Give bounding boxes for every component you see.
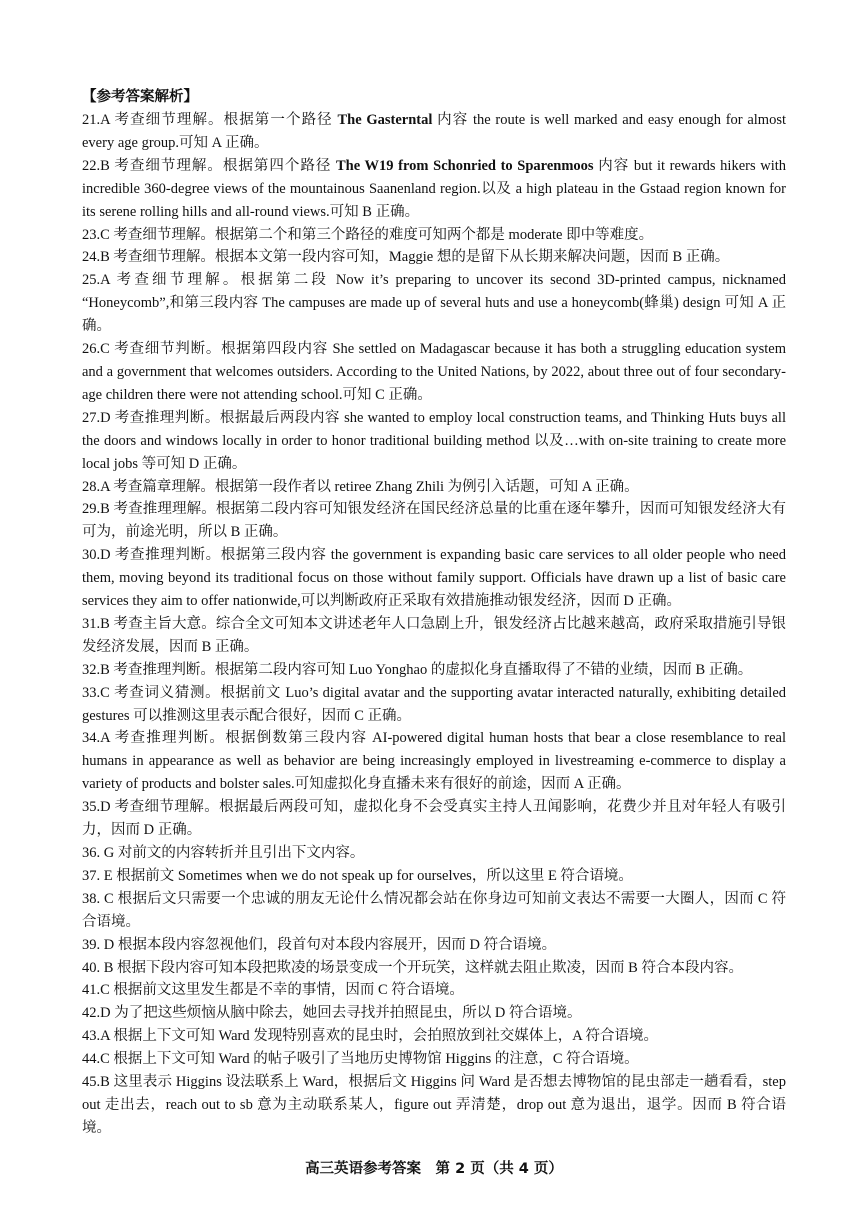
answer-entry: 23.C 考查细节理解。根据第二个和第三个路径的难度可知两个都是 moderate 即中等难度。 xyxy=(82,226,654,243)
answer-entry: 36. G 对前文的内容转折并且引出下文内容。 xyxy=(82,845,365,861)
answer-entry: 35.D 考查细节理解。根据最后两段可知，虚拟化身不会受真实主持人丑闻影响，花费少并且对年轻人有吸引力，因而 D 正确。 xyxy=(82,799,786,839)
answer-entry: 41.C 根据前文这里发生都是不幸的事情，因而 C 符合语境。 xyxy=(82,982,464,999)
answer-entry: 21.A 考查细节理解。根据第一个路径 The Gasterntal 内容 the route is well marked and easy enough for almost every age group.可知 A 正确。 xyxy=(82,112,787,151)
answer-entry: 34.A 考查推理判断。根据倒数第三段内容 AI-powered digital human hosts that bear a close resemblance to real humans in appearance as well as behavior are being increasingly employed in livestreaming e-commerce to display a variety of products and bolster sales.可知虚拟化身直播未来有很好的前途，因而 A 正确。 xyxy=(82,730,786,793)
route-name: The Gasterntal xyxy=(337,112,433,128)
answer-explanations xyxy=(82,86,786,1140)
answer-entry: 38. C 根据后文只需要一个忠诚的朋友无论什么情况都会站在你身边可知前文表达不需要一大圈人，因而 C 符合语境。 xyxy=(82,890,786,930)
page-footer: 高三英语参考答案 第 2 页（共 4 页） xyxy=(305,1161,563,1177)
answer-entry: 22.B 考查细节理解。根据第四个路径 The W19 from Schonried to Sparenmoos 内容 but it rewards hikers with incredible 360-degree views of the mountainous Saanenland region.以及 a high plateau in the Gstaad region known for its serene rolling hills and all-round views.可知 B 正确。 xyxy=(82,157,787,220)
route-name: The W19 from Schonried to Sparenmoos xyxy=(336,157,594,174)
answer-entry: 33.C 考查词义猜测。根据前文 Luo’s digital avatar and the supporting avatar interacted naturally, exhibiting detailed gestures 可以推测这里表示配合很好，因而 C 正确。 xyxy=(82,684,786,724)
answer-entry: 25.A 考查细节理解。根据第二段 Now it’s preparing to uncover its second 3D-printed campus, nicknamed “Honeycomb”,和第三段内容 The campuses are made up of several huts and use a honeycomb(蜂巢) design 可知 A 正确。 xyxy=(82,272,786,335)
answer-entry: 45.B 这里表示 Higgins 设法联系上 Ward，根据后文 Higgins 问 Ward 是否想去博物馆的昆虫部走一趟看看，step out 走出去，reach out to sb 意为主动联系某人，figure out 弄清楚，drop out 意为退出，退学。因而 B 符合语境。 xyxy=(82,1074,786,1136)
answer-entry: 44.C 根据上下文可知 Ward 的帖子吸引了当地历史博物馆 Higgins 的注意，C 符合语境。 xyxy=(82,1051,639,1068)
answer-entry: 43.A 根据上下文可知 Ward 发现特别喜欢的昆虫时，会拍照放到社交媒体上，A 符合语境。 xyxy=(82,1028,659,1045)
answer-list xyxy=(82,109,786,1140)
answer-entry: 39. D 根据本段内容忽视他们，段首句对本段内容展开，因而 D 符合语境。 xyxy=(82,936,557,953)
answer-entry: 31.B 考查主旨大意。综合全文可知本文讲述老年人口急剧上升，银发经济占比越来越高，政府采取措施引导银发经济发展，因而 B 正确。 xyxy=(82,615,786,655)
answer-entry: 30.D 考查推理判断。根据第三段内容 the government is expanding basic care services to all older people who need them, moving beyond its traditional focus on those without family support. Officials have drawn up a list of basic care services they aim to offer nationwide,可以判断政府正采取有效措施推动银发经济，因而 D 正确。 xyxy=(82,547,786,610)
section-heading: 【参考答案解析】 xyxy=(82,89,198,105)
answer-entry: 24.B 考查细节理解。根据本文第一段内容可知，Maggie 想的是留下从长期来解决问题，因而 B 正确。 xyxy=(82,249,730,266)
answer-entry: 40. B 根据下段内容可知本段把欺凌的场景变成一个开玩笑，这样就去阻止欺凌，因而 B 符合本段内容。 xyxy=(82,959,743,976)
answer-entry: 27.D 考查推理判断。根据最后两段内容 she wanted to employ local construction teams, and Thinking Huts buys all the doors and windows locally in order to honor traditional building method 以及…with on-site training to create more local jobs 等可知 D 正确。 xyxy=(82,409,786,472)
answer-entry: 42.D 为了把这些烦恼从脑中除去，她回去寻找并拍照昆虫，所以 D 符合语境。 xyxy=(82,1005,582,1022)
answer-entry: 26.C 考查细节判断。根据第四段内容 She settled on Madagascar because it has both a struggling education system and a government that welcomes outsiders. According to the United Nations, by 2022, about three out of four secondary-age children there were not attending school.可知 C 正确。 xyxy=(82,341,786,403)
answer-entry: 29.B 考查推理理解。根据第二段内容可知银发经济在国民经济总量的比重在逐年攀升，因而可知银发经济大有可为，前途光明，所以 B 正确。 xyxy=(82,501,786,541)
answer-entry: 28.A 考查篇章理解。根据第一段作者以 retiree Zhang Zhili 为例引入话题，可知 A 正确。 xyxy=(82,478,639,495)
answer-entry: 32.B 考查推理判断。根据第二段内容可知 Luo Yonghao 的虚拟化身直播取得了不错的业绩，因而 B 正确。 xyxy=(82,661,753,678)
answer-entry: 37. E 根据前文 Sometimes when we do not speak up for ourselves，所以这里 E 符合语境。 xyxy=(82,867,633,884)
